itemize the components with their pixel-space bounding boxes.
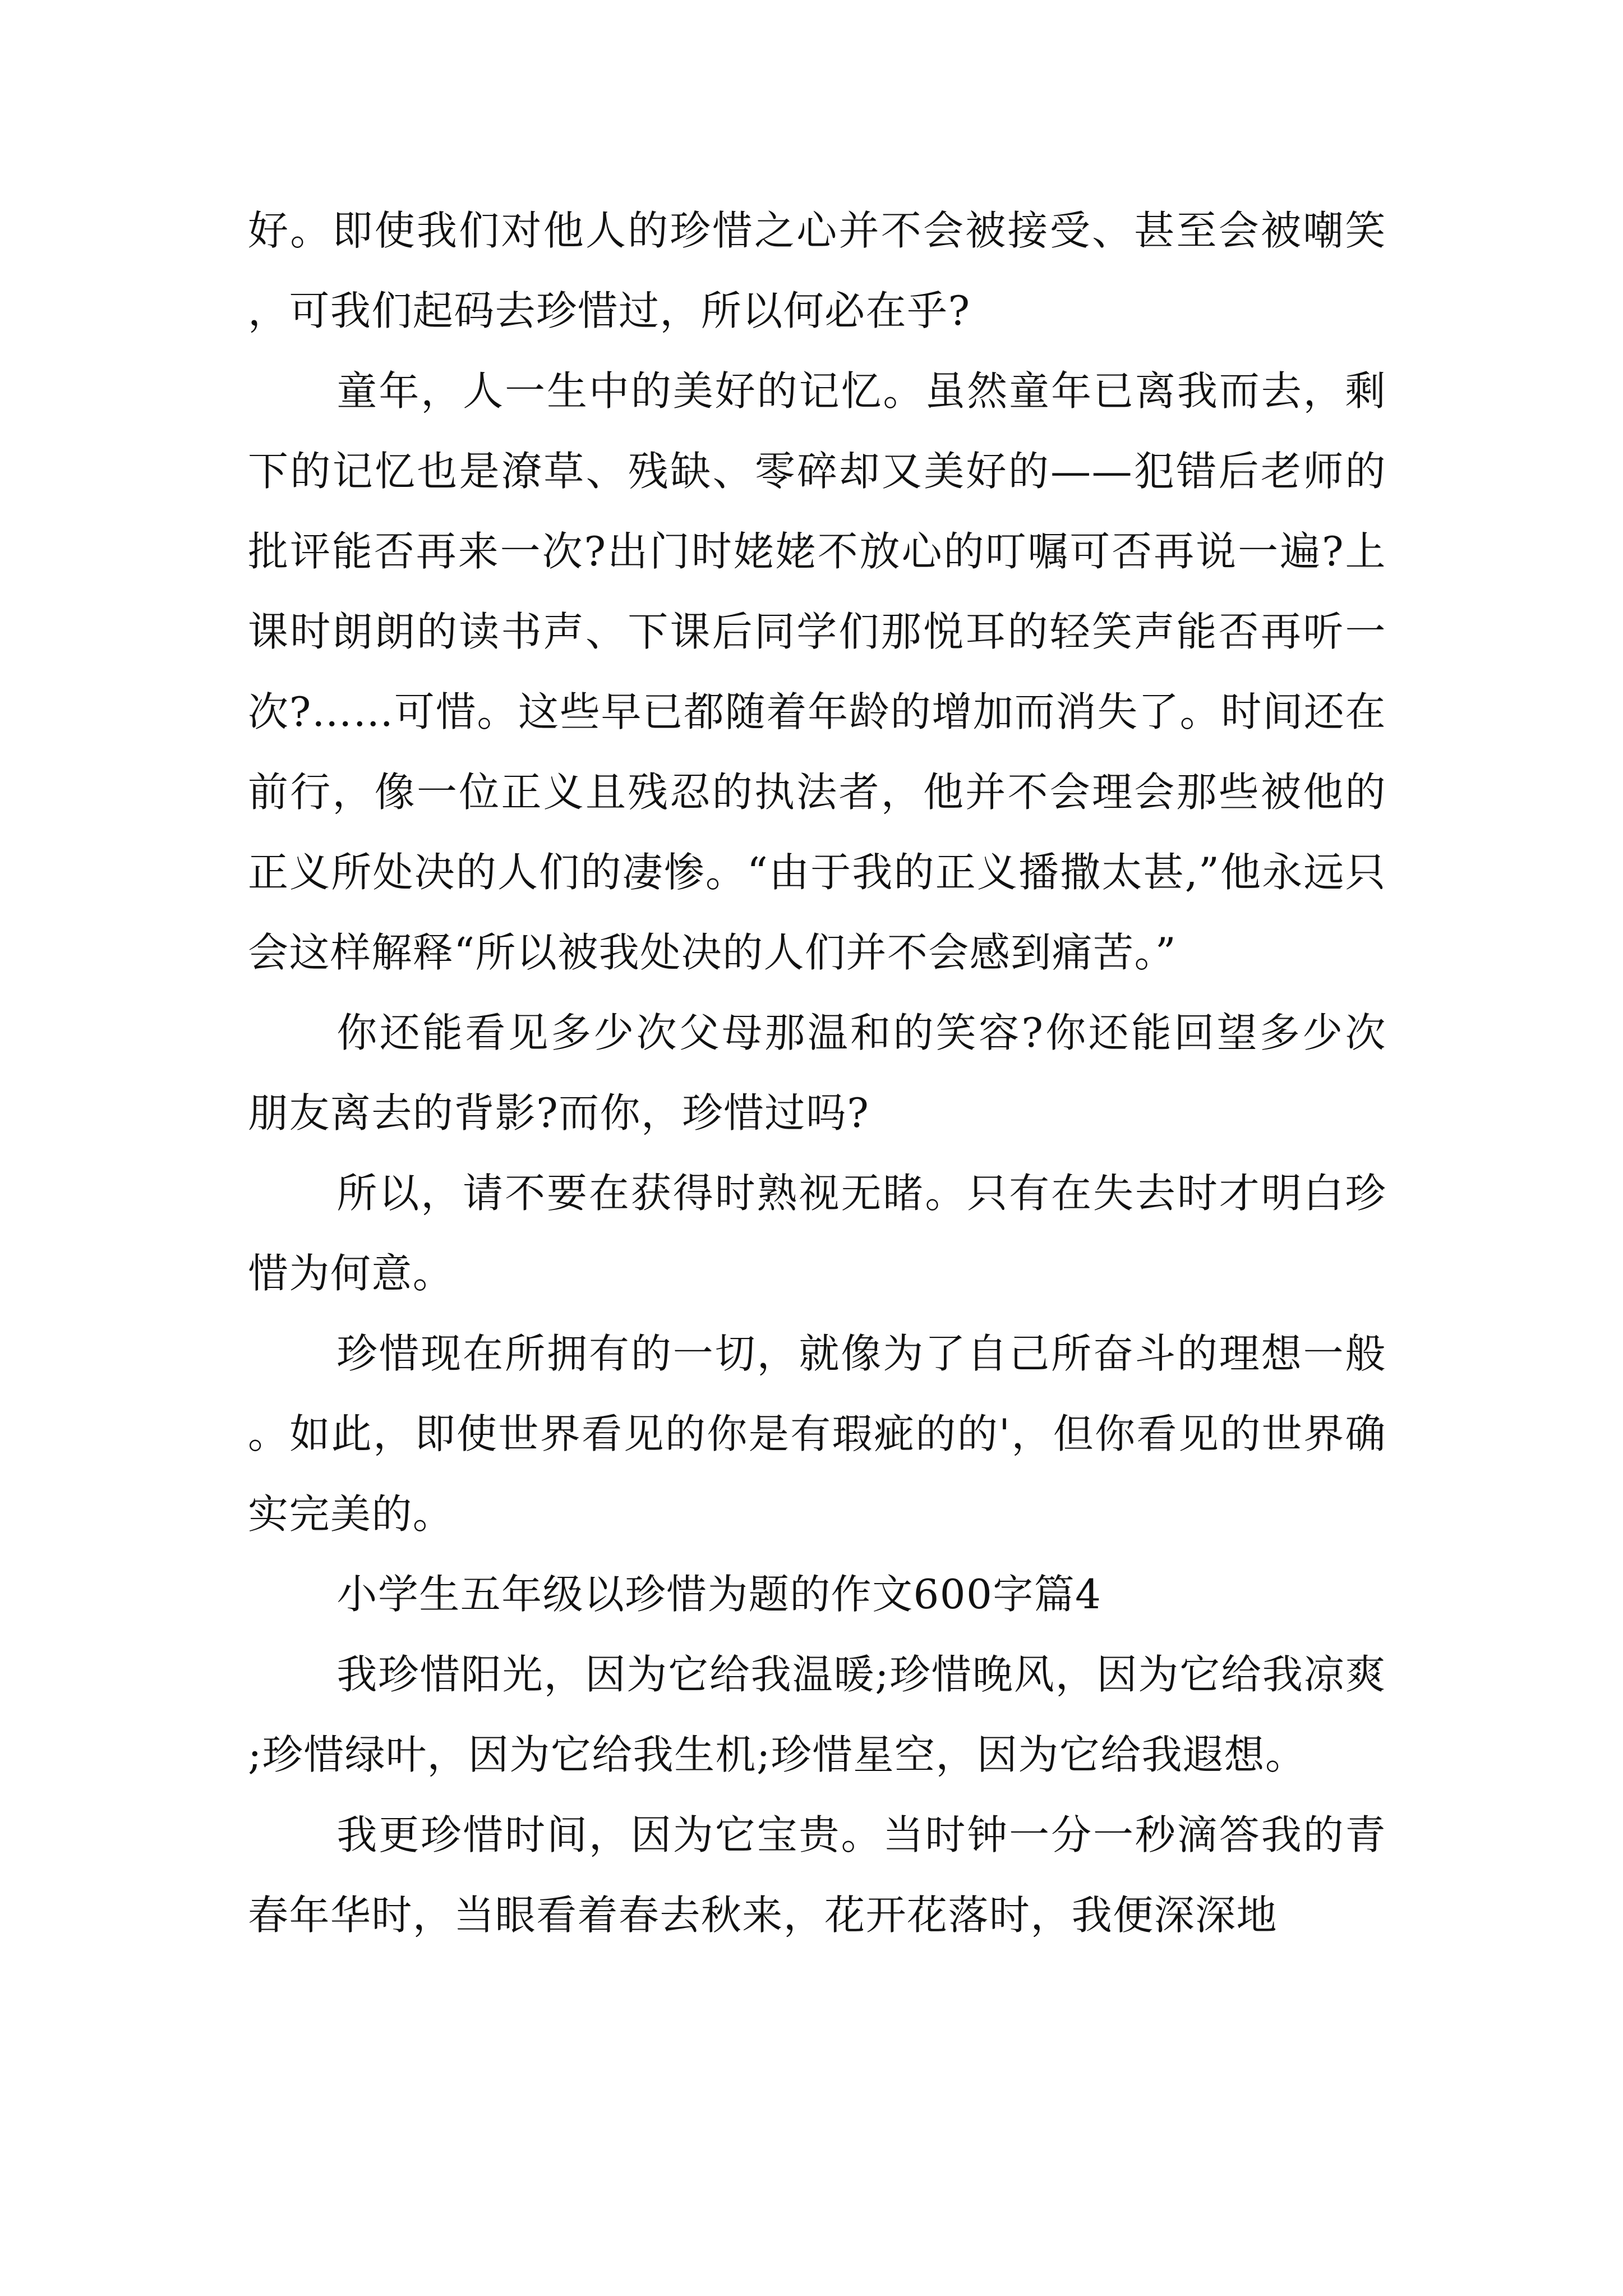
paragraph: 珍惜现在所拥有的一切，就像为了自己所奋斗的理想一般。如此，即使世界看见的你是有瑕疵的的'，但你看见的世界确实完美的。	[248, 1330, 1386, 1538]
document-body	[248, 191, 1386, 1955]
paragraph: 我珍惜阳光，因为它给我温暖;珍惜晚风，因为它给我凉爽;珍惜绿叶，因为它给我生机;珍惜星空，因为它给我遐想。	[248, 1651, 1386, 1778]
paragraph: 你还能看见多少次父母那温和的笑容?你还能回望多少次朋友离去的背影?而你，珍惜过吗?	[248, 1009, 1386, 1137]
paragraph: 童年，人一生中的美好的记忆。虽然童年已离我而去，剩下的记忆也是潦草、残缺、零碎却又美好的——犯错后老师的批评能否再来一次?出门时姥姥不放心的叮嘱可否再说一遍?上课时朗朗的读书声、下课后同学们那悦耳的轻笑声能否再听一次?……可惜。这些早已都随着年龄的增加而消失了。时间还在前行，像一位正义且残忍的执法者，他并不会理会那些被他的正义所处决的人们的凄惨。“由于我的正义播撒太甚,”他永远只会这样解释“所以被我处决的人们并不会感到痛苦。”	[248, 367, 1386, 976]
paragraph: 所以，请不要在获得时熟视无睹。只有在失去时才明白珍惜为何意。	[248, 1170, 1386, 1297]
paragraph: 好。即使我们对他人的珍惜之心并不会被接受、甚至会被嘲笑，可我们起码去珍惜过，所以何必在乎?	[248, 207, 1386, 334]
paragraph: 我更珍惜时间，因为它宝贵。当时钟一分一秒滴答我的青春年华时，当眼看着春去秋来，花开花落时，我便深深地	[248, 1811, 1386, 1939]
section-heading: 小学生五年级以珍惜为题的作文600字篇4	[336, 1571, 1102, 1618]
